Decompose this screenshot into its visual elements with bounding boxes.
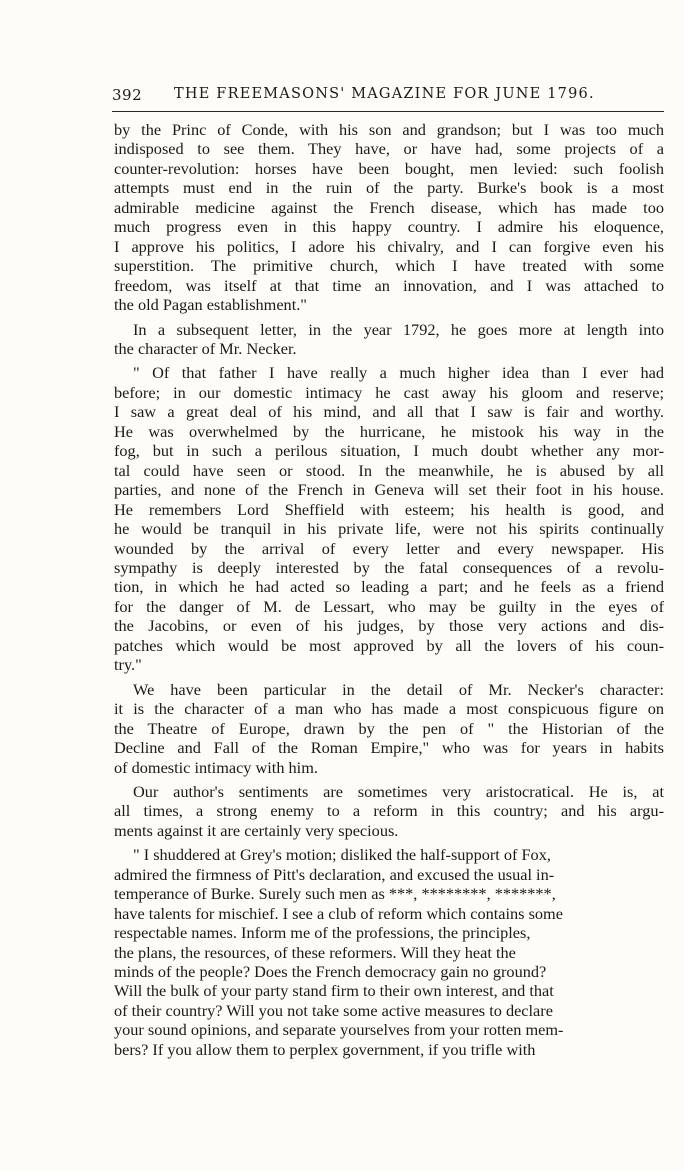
text-line: try."	[114, 655, 142, 675]
text-line: " Of that father I have really a much higher idea than I ever had	[133, 363, 664, 383]
text-line: the Theatre of Europe, drawn by the pen of " the Historian of the	[114, 718, 664, 738]
text-line: parties, and none of the French in Geneva will set their foot in his house.	[114, 480, 664, 500]
text-line: for the danger of M. de Lessart, who may be guilty in the eyes of	[114, 596, 664, 616]
paragraph	[114, 363, 664, 674]
text-line: minds of the people? Does the French democracy gain no ground?	[114, 962, 547, 982]
running-title: THE FREEMASONS' MAGAZINE FOR JUNE 1796.	[174, 86, 595, 102]
text-line: Decline and Fall of the Roman Empire," who was for years in habits	[114, 738, 664, 758]
text-line: " I shuddered at Grey's motion; disliked the half-support of Fox,	[133, 845, 551, 865]
page-header	[112, 86, 672, 112]
text-line: tion, in which he had acted so leading a part; and he feels as a friend	[114, 577, 664, 597]
text-line: the Jacobins, or even of his judges, by those very actions and dis-	[114, 616, 664, 636]
text-line: Will the bulk of your party stand firm to their own interest, and that	[114, 981, 554, 1001]
text-line: I approve his politics, I adore his chivalry, and I can forgive even his	[114, 236, 664, 256]
header-rule	[112, 111, 664, 112]
text-line: the old Pagan establishment."	[114, 295, 307, 315]
text-line: He was overwhelmed by the hurricane, he mistook his way in the	[114, 421, 664, 441]
text-line: by the Princ of Conde, with his son and grandson; but I was too much	[114, 120, 664, 139]
text-line: In a subsequent letter, in the year 1792, he goes more at length into	[133, 319, 664, 339]
text-line: admirable medicine against the French disease, which has made too	[114, 197, 664, 217]
paragraph	[114, 782, 664, 840]
text-line: the character of Mr. Necker.	[114, 338, 297, 358]
text-line: admired the firmness of Pitt's declaration, and excused the usual in-	[114, 864, 555, 884]
text-line: I saw a great deal of his mind, and all that I saw is fair and worthy.	[114, 402, 664, 422]
page-number: 392	[112, 86, 143, 104]
text-line: freedom, was itself at that time an innovation, and I was attached to	[114, 275, 664, 295]
text-line: fog, but in such a perilous situation, I much doubt whether any mor-	[114, 441, 664, 461]
text-line: ments against it are certainly very specious.	[114, 820, 399, 840]
paragraph	[114, 320, 664, 359]
text-line: before; in our domestic intimacy he cast away his gloom and reserve;	[114, 382, 664, 402]
text-line: counter-revolution: horses have been bought, men levied: such foolish	[114, 158, 664, 178]
text-line: He remembers Lord Sheffield with esteem; his health is good, and	[114, 499, 664, 519]
text-line: much progress even in this happy country. I admire his eloquence,	[114, 217, 664, 237]
text-line: We have been particular in the detail of Mr. Necker's character:	[133, 679, 664, 699]
paragraph	[114, 680, 664, 777]
text-line: he would be tranquil in his private life, were not his spirits continually	[114, 519, 664, 539]
text-line: temperance of Burke. Surely such men as ***, ********, *******,	[114, 884, 556, 904]
text-line: it is the character of a man who has made a most conspicuous figure on	[114, 699, 664, 719]
paragraph	[114, 845, 664, 1059]
text-line: tal could have seen or stood. In the meanwhile, he is abused by all	[114, 460, 664, 480]
text-line: attempts must end in the ruin of the party. Burke's book is a most	[114, 178, 664, 198]
text-line: respectable names. Inform me of the professions, the principles,	[114, 923, 531, 943]
text-line: patches which would be most approved by all the lovers of his coun-	[114, 635, 664, 655]
text-line: of domestic intimacy with him.	[114, 757, 318, 777]
text-line: Our author's sentiments are sometimes very aristocratical. He is, at	[133, 781, 664, 801]
text-line: all times, a strong enemy to a reform in this country; and his argu-	[114, 801, 664, 821]
text-line: your sound opinions, and separate yourselves from your rotten mem-	[114, 1020, 564, 1040]
article-body	[114, 120, 664, 1059]
text-line: wounded by the arrival of every letter and every newspaper. His	[114, 538, 664, 558]
text-line: indisposed to see them. They have, or have had, some projects of a	[114, 139, 664, 159]
text-line: the plans, the resources, of these reformers. Will they heat the	[114, 942, 516, 962]
text-line: of their country? Will you not take some active measures to declare	[114, 1000, 553, 1020]
text-line: sympathy is deeply interested by the fatal consequences of a revolu-	[114, 557, 664, 577]
text-line: superstition. The primitive church, which I have treated with some	[114, 256, 664, 276]
text-line: bers? If you allow them to perplex government, if you trifle with	[114, 1039, 536, 1059]
text-line: have talents for mischief. I see a club of reform which contains some	[114, 903, 563, 923]
paragraph	[114, 120, 664, 315]
